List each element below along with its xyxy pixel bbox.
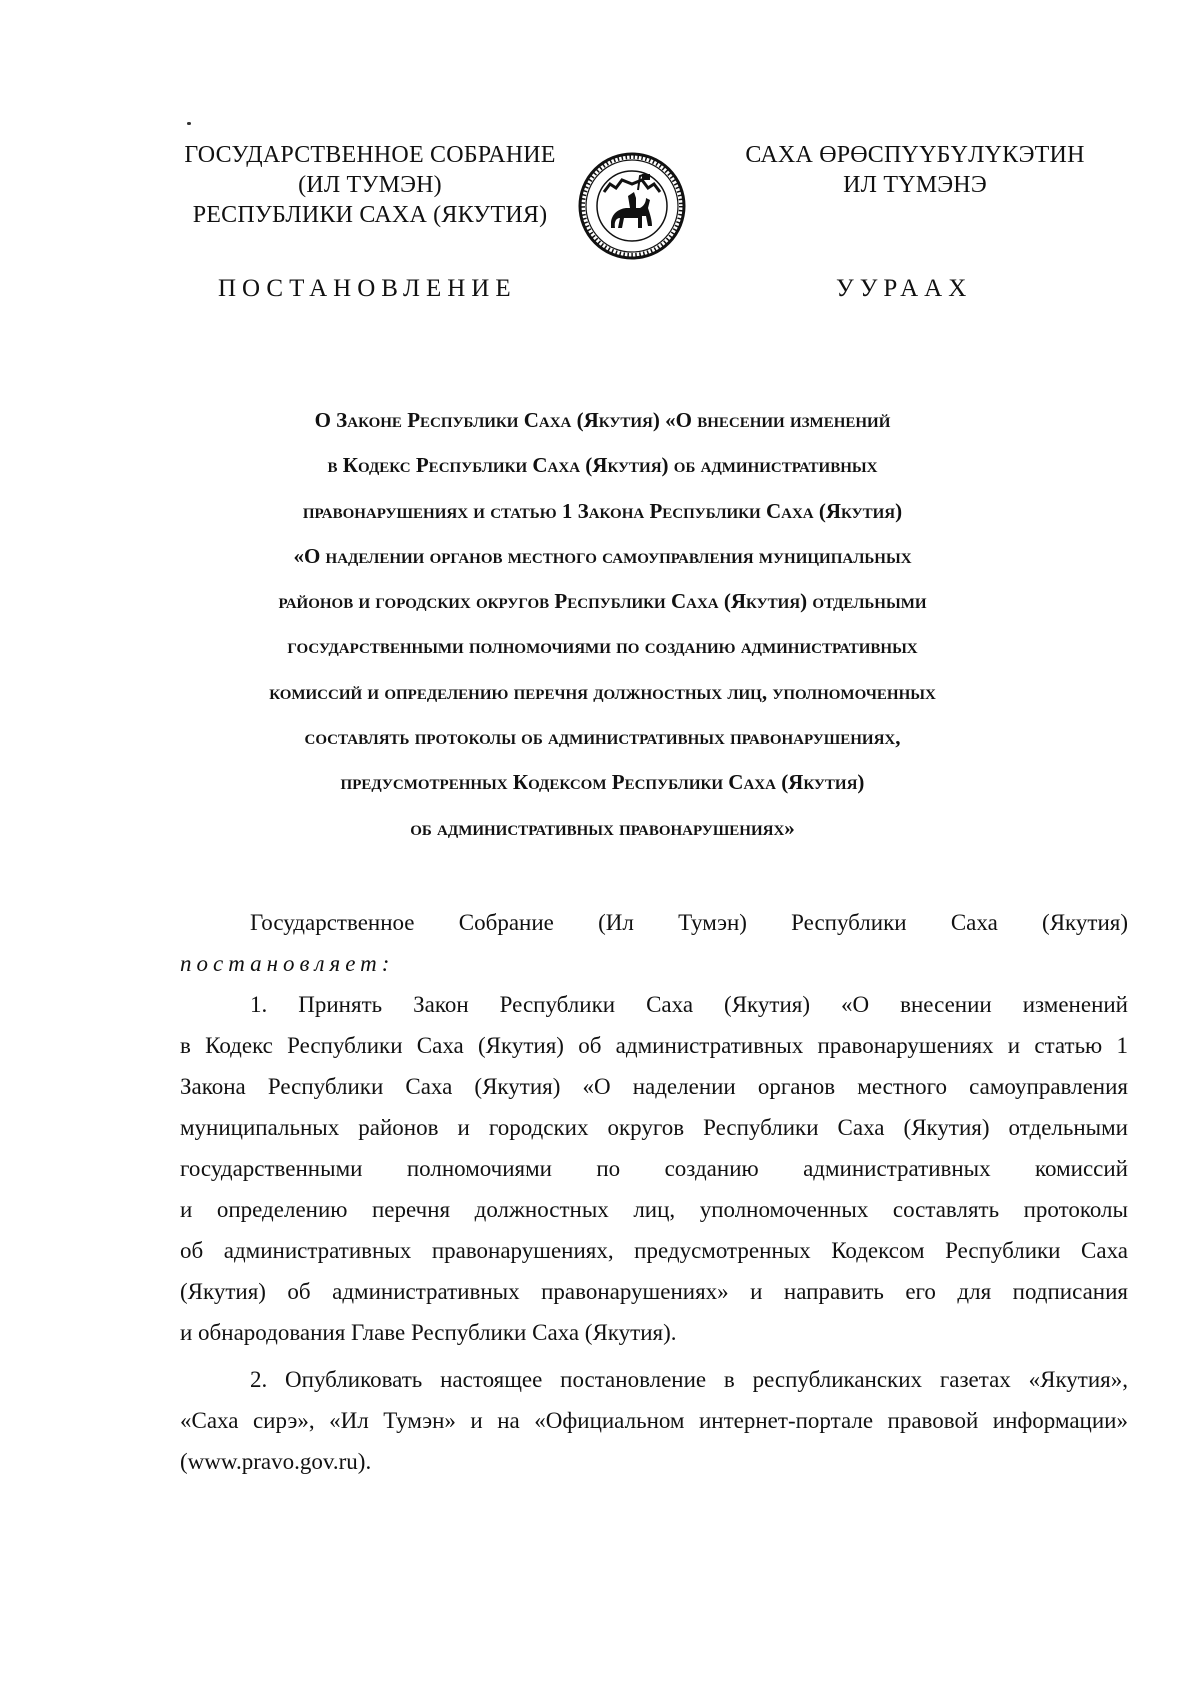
item-1-line: (Якутия) об административных правонарушениях» и направить его для подписания [180, 1279, 1128, 1304]
title-line: районов и городских округов Республики Саха (Якутия) отдельными [278, 589, 927, 614]
title-line: предусмотренных Кодексом Республики Саха (Якутия) [340, 770, 865, 795]
doc-type-russian: ПОСТАНОВЛЕНИЕ [218, 275, 517, 302]
item-2-last-line: (www.pravo.gov.ru). [180, 1449, 372, 1474]
issuer-russian [180, 140, 560, 230]
issuer-ru-line-1: ГОСУДАРСТВЕННОЕ СОБРАНИЕ [184, 142, 556, 168]
title-line: правонарушениях и статью 1 Закона Республики Саха (Якутия) [302, 498, 903, 523]
coat-of-arms-icon [578, 152, 686, 260]
title-line: «О наделении органов местного самоуправления муниципальных [293, 543, 912, 568]
item-1-line: об административных правонарушениях, предусмотренных Кодексом Республики Саха [180, 1238, 1128, 1263]
item-1-line: 1. Принять Закон Республики Саха (Якутия) «О внесении изменений [250, 992, 1128, 1017]
item-1-line: и определению перечня должностных лиц, уполномоченных составлять протоколы [180, 1197, 1128, 1222]
title-line: в Кодекс Республики Саха (Якутия) об административных [327, 453, 878, 478]
title-line: государственными полномочиями по созданию административных [287, 634, 918, 659]
doc-type-sakha: УУРААХ [836, 275, 973, 302]
item-1-line: в Кодекс Республики Саха (Якутия) об административных правонарушениях и статью 1 [180, 1033, 1128, 1058]
issuer-sakha-line-1: САХА ӨРӨСПҮҮБҮЛҮКЭТИН [745, 142, 1085, 168]
document-body [180, 902, 1128, 1482]
item-2-line: «Саха сирэ», «Ил Тумэн» и на «Официальном интернет-портале правовой информации» [180, 1408, 1128, 1433]
issuer-ru-line-2: (ИЛ ТУМЭН) [298, 172, 442, 198]
item-2-line: 2. Опубликовать настоящее постановление в республиканских газетах «Якутия», [250, 1367, 1128, 1392]
title-line: об административных правонарушениях» [410, 815, 795, 840]
item-1-last-line: и обнародования Главе Республики Саха (Якутия). [180, 1320, 677, 1345]
item-1-line: муниципальных районов и городских округов Республики Саха (Якутия) отдельными [180, 1115, 1128, 1140]
item-1-line: Закона Республики Саха (Якутия) «О наделении органов местного самоуправления [180, 1074, 1128, 1099]
issuer-sakha-line-2: ИЛ ТҮМЭНЭ [843, 172, 987, 198]
preamble-line: Государственное Собрание (Ил Тумэн) Республики Саха (Якутия) [250, 910, 1128, 935]
scan-speck [187, 122, 191, 125]
document-title [150, 398, 1055, 851]
issuer-ru-line-3: РЕСПУБЛИКИ САХА (ЯКУТИЯ) [192, 202, 548, 228]
title-line: составлять протоколы об административных правонарушениях, [304, 725, 901, 750]
title-line: комиссий и определению перечня должностных лиц, уполномоченных [269, 679, 936, 704]
item-1-line: государственными полномочиями по созданию административных комиссий [180, 1156, 1128, 1181]
title-line: О Законе Республики Саха (Якутия) «О внесении изменений [314, 408, 891, 432]
preamble-verb: постановляет: [180, 951, 395, 976]
issuer-sakha [720, 140, 1110, 200]
